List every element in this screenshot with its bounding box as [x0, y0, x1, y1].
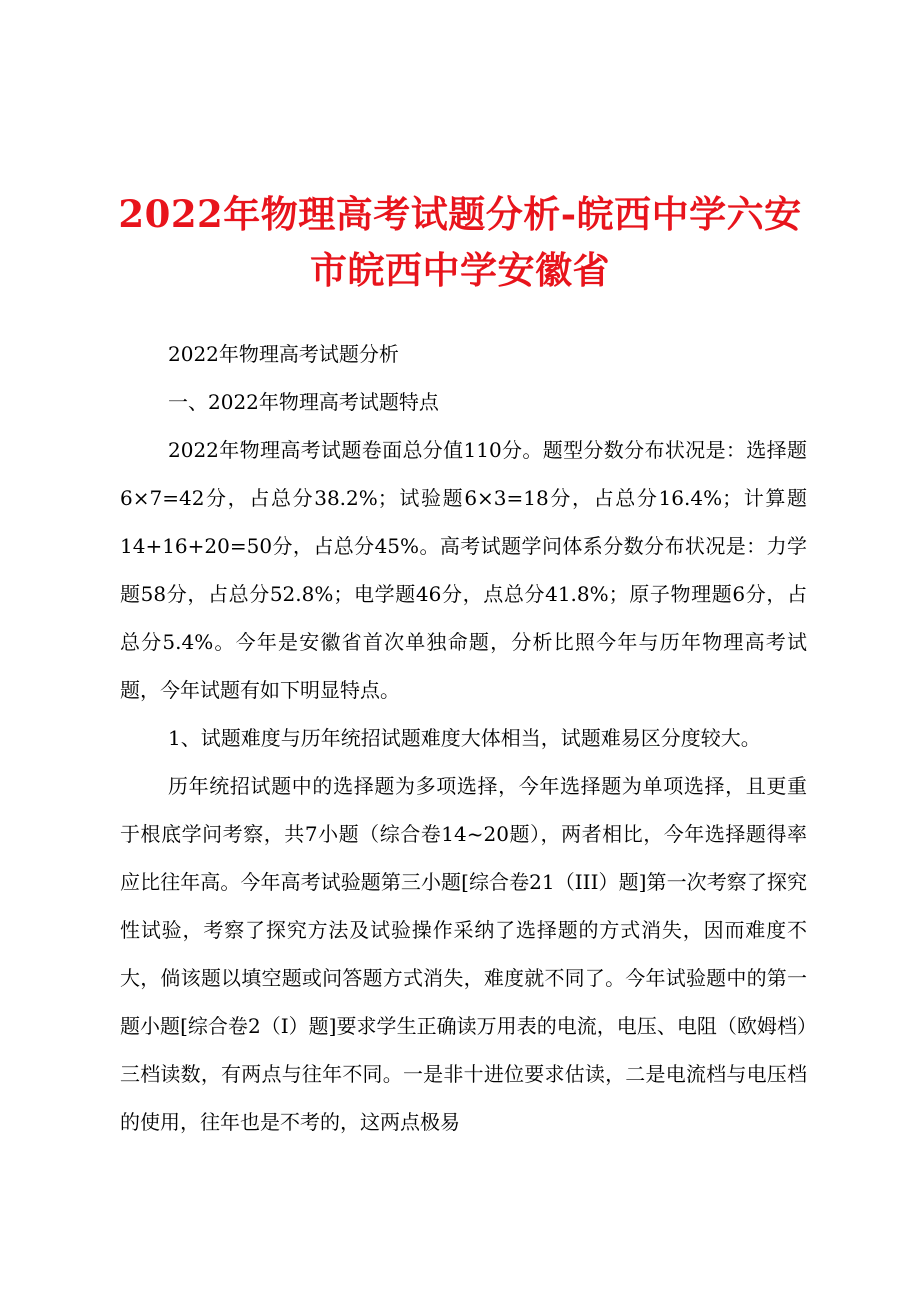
- paragraph-point-1: 1、试题难度与历年统招试题难度大体相当，试题难易区分度较大。: [168, 726, 761, 750]
- paragraph-point-1-detail: 历年统招试题中的选择题为多项选择，今年选择题为单项选择，且更重于根底学问考察，共7小题（综合卷14~20题），两者相比，今年选择题得率应比往年高。今年高考试验题第三小题[综合卷21（III）题]第一次考察了探究性试验，考察了探究方法及试验操作采纳了选择题的方式消失，因而难度不大，倘该题以填空题或问答题方式消失，难度就不同了。今年试验题中的第一题小题[综合卷2（I）题]要求学生正确读万用表的电流，电压、电阻（欧姆档）三档读数，有两点与往年不同。一是非十进位要求估读，二是电流档与电压档的使用，往年也是不考的，这两点极易: [120, 774, 807, 1134]
- document-body: [120, 330, 807, 1146]
- paragraph-score-distribution: 2022年物理高考试题卷面总分值110分。题型分数分布状况是：选择题6×7=42分，占总分38.2%；试验题6×3=18分，占总分16.4%；计算题14+16+20=50分，占总分45%。高考试题学问体系分数分布状况是：力学题58分，占总分52.8%；电学题46分，点总分41.8%；原子物理题6分，占总分5.4%。今年是安徽省首次单独命题，分析比照今年与历年物理高考试题，今年试题有如下明显特点。: [120, 438, 807, 702]
- paragraph-subtitle: 2022年物理高考试题分析: [168, 342, 399, 366]
- section-heading: 一、2022年物理高考试题特点: [168, 390, 439, 414]
- document-title: 2022年物理高考试题分析-皖西中学六安市皖西中学安徽省: [118, 192, 802, 292]
